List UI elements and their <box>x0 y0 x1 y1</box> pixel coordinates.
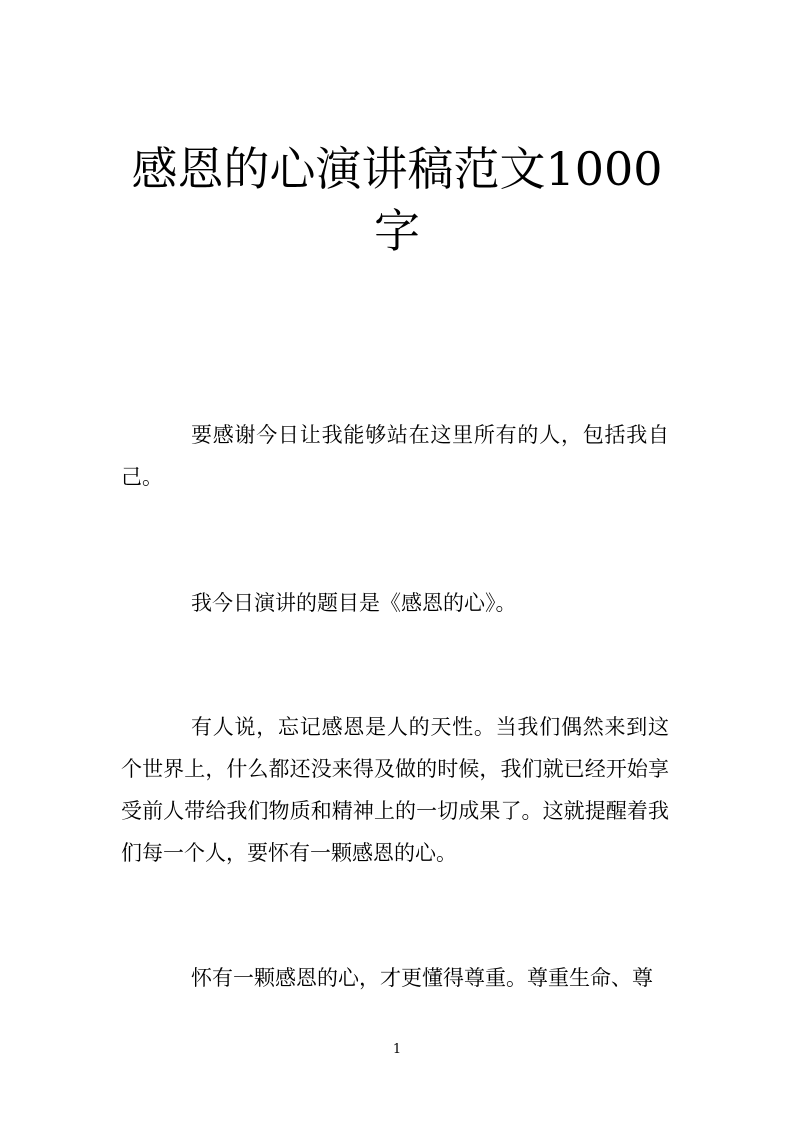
paragraph-respect: 怀有一颗感恩的心，才更懂得尊重。尊重生命、尊 <box>191 966 653 990</box>
paragraph-thanks: 要感谢今日让我能够站在这里所有的人，包括我自己。 <box>121 423 669 489</box>
paragraph-topic: 我今日演讲的题目是《感恩的心》。 <box>191 591 517 615</box>
page-number: 1 <box>392 1042 402 1057</box>
paragraph-human-nature: 有人说，忘记感恩是人的天性。当我们偶然来到这个世界上，什么都还没来得及做的时候，我们就已经开始享受前人带给我们物质和精神上的一切成果了。这就提醒着我们每一个人，要怀有一颗感恩的心。 <box>121 715 669 865</box>
document-title: 感恩的心演讲稿范文1000字 <box>131 142 663 258</box>
